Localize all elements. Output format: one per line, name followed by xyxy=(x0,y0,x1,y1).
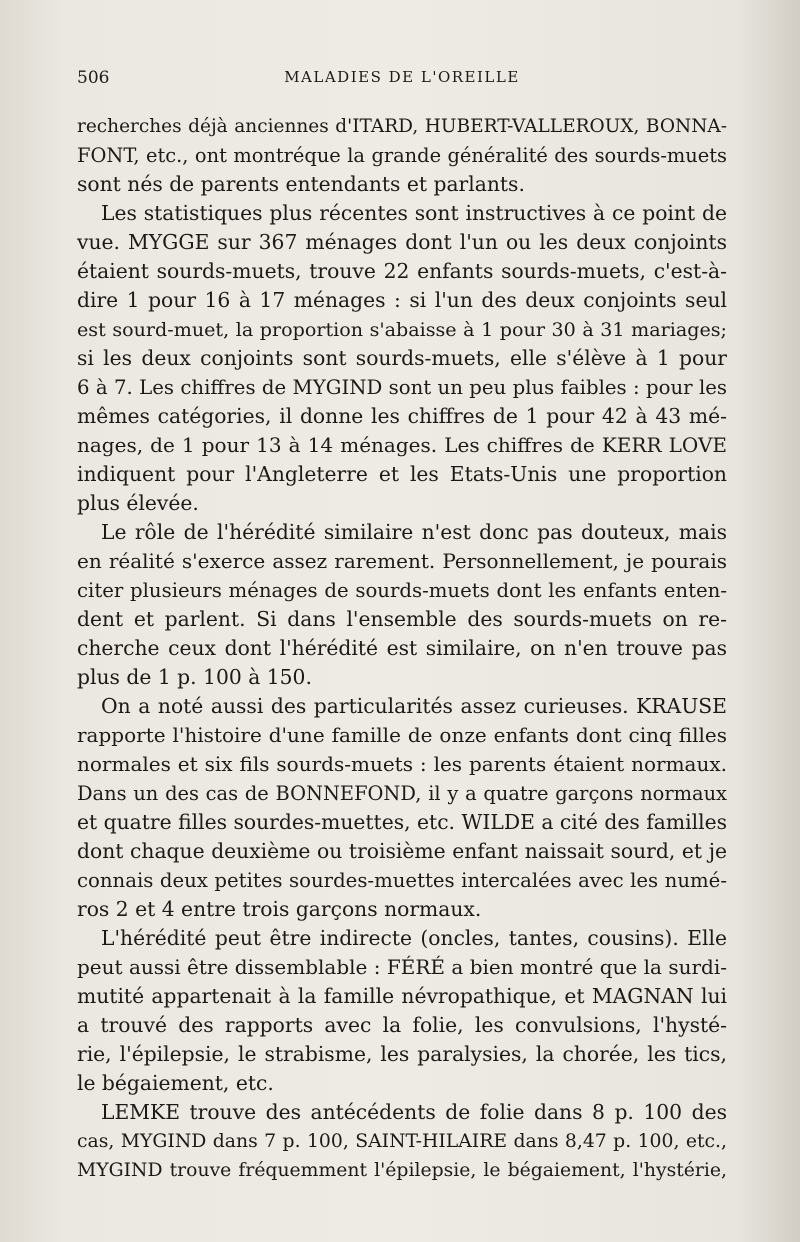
text-line: en réalité s'exerce assez rarement. Personnellement, je pourais xyxy=(77,549,727,573)
body-text xyxy=(77,112,727,1185)
text-line: plus de 1 p. 100 à 150. xyxy=(77,665,312,689)
text-line: plus élevée. xyxy=(77,491,199,515)
paragraph xyxy=(77,518,727,692)
text-line: recherches déjà anciennes d'ITARD, HUBERT-VALLEROUX, BONNA- xyxy=(77,116,727,137)
text-line: indiquent pour l'Angleterre et les Etats-Unis une proportion xyxy=(77,462,727,486)
page-header xyxy=(77,68,727,98)
text-line: mutité appartenait à la famille névropathique, et MAGNAN lui xyxy=(77,984,727,1008)
text-line: LEMKE trouve des antécédents de folie dans 8 p. 100 des xyxy=(101,1100,727,1124)
text-line: peut aussi être dissemblable : FÉRÉ a bien montré que la surdi- xyxy=(77,955,727,979)
text-line: dont chaque deuxième ou troisième enfant naissait sourd, et je xyxy=(77,839,727,863)
running-head: MALADIES DE L'OREILLE xyxy=(284,68,520,86)
text-line: rie, l'épilepsie, le strabisme, les paralysies, la chorée, les tics, xyxy=(77,1042,727,1066)
text-line: a trouvé des rapports avec la folie, les convulsions, l'hysté- xyxy=(77,1013,727,1037)
text-line: le bégaiement, etc. xyxy=(77,1071,274,1095)
text-line: Le rôle de l'hérédité similaire n'est donc pas douteux, mais xyxy=(101,520,727,544)
text-line: rapporte l'histoire d'une famille de onze enfants dont cinq filles xyxy=(77,723,727,747)
text-line: étaient sourds-muets, trouve 22 enfants sourds-muets, c'est-à- xyxy=(77,259,727,283)
text-line: est sourd-muet, la proportion s'abaisse à 1 pour 30 à 31 mariages; xyxy=(77,318,727,341)
text-line: 6 à 7. Les chiffres de MYGIND sont un peu plus faibles : pour les xyxy=(77,376,727,399)
text-line: FONT, etc., ont montréque la grande généralité des sourds-muets xyxy=(77,144,727,167)
text-line: mêmes catégories, il donne les chiffres de 1 pour 42 à 43 mé- xyxy=(77,404,727,428)
text-line: vue. MYGGE sur 367 ménages dont l'un ou les deux conjoints xyxy=(77,230,727,254)
text-line: MYGIND trouve fréquemment l'épilepsie, le bégaiement, l'hystérie, xyxy=(77,1160,727,1181)
text-line: normales et six fils sourds-muets : les parents étaient normaux. xyxy=(77,752,727,776)
paragraph xyxy=(77,199,727,518)
paragraph xyxy=(77,692,727,924)
text-line: Dans un des cas de BONNEFOND, il y a quatre garçons normaux xyxy=(77,782,727,805)
text-line: Les statistiques plus récentes sont instructives à ce point de xyxy=(101,201,727,225)
text-line: dent et parlent. Si dans l'ensemble des sourds-muets on re- xyxy=(77,607,727,631)
text-line: nages, de 1 pour 13 à 14 ménages. Les chiffres de KERR LOVE xyxy=(77,433,727,457)
page-number: 506 xyxy=(77,68,110,88)
paragraph xyxy=(77,924,727,1098)
text-line: cherche ceux dont l'hérédité est similaire, on n'en trouve pas xyxy=(77,636,727,660)
text-line: citer plusieurs ménages de sourds-muets dont les enfants enten- xyxy=(77,579,727,602)
text-line: sont nés de parents entendants et parlants. xyxy=(77,172,525,196)
paragraph xyxy=(77,1098,727,1185)
text-line: et quatre filles sourdes-muettes, etc. WILDE a cité des familles xyxy=(77,810,727,834)
text-line: si les deux conjoints sont sourds-muets, elle s'élève à 1 pour xyxy=(77,346,727,370)
text-line: ros 2 et 4 entre trois garçons normaux. xyxy=(77,897,482,921)
paragraph xyxy=(77,112,727,199)
text-line: dire 1 pour 16 à 17 ménages : si l'un des deux conjoints seul xyxy=(77,288,727,312)
text-line: cas, MYGIND dans 7 p. 100, SAINT-HILAIRE dans 8,47 p. 100, etc., xyxy=(77,1131,727,1152)
text-line: L'hérédité peut être indirecte (oncles, tantes, cousins). Elle xyxy=(101,926,727,950)
text-line: connais deux petites sourdes-muettes intercalées avec les numé- xyxy=(77,869,727,892)
text-line: On a noté aussi des particularités assez curieuses. KRAUSE xyxy=(101,694,727,718)
